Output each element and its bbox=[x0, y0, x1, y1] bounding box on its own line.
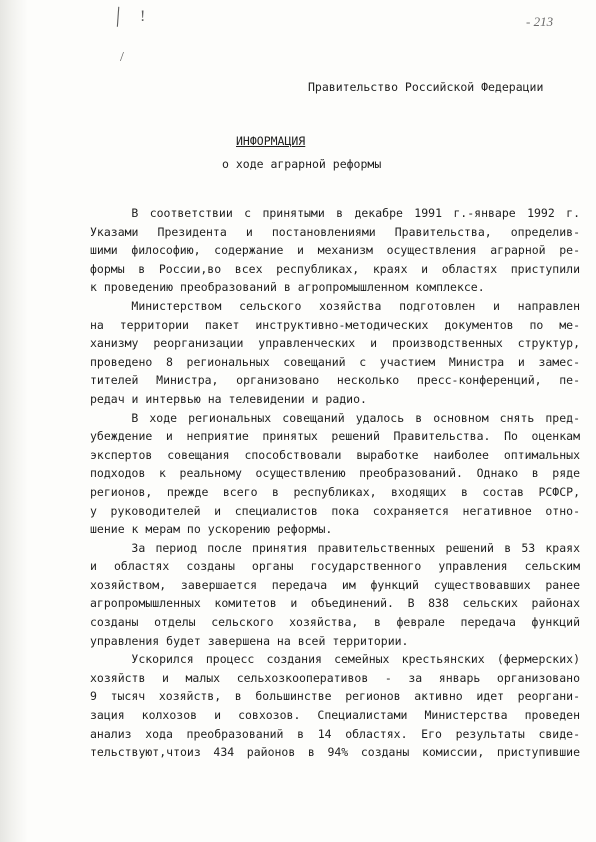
text-line: хозяйством, завершается передача им функций существовавших ранее bbox=[90, 577, 580, 592]
text-line: Министерством сельского хозяйства подготовлен и направлен bbox=[131, 298, 580, 313]
text-line: анализ хода преобразований в 14 областях. Его результаты свиде- bbox=[90, 726, 580, 741]
text-line: шение к мерам по ускорению реформы. bbox=[90, 522, 333, 537]
scan-edge-shadow bbox=[0, 0, 28, 842]
text-line: формы в России,во всех республиках, краях и областях приступили bbox=[90, 261, 580, 276]
text-line: проведено 8 региональных совещаний с участием Министра и замес- bbox=[90, 354, 580, 369]
text-line: Ускорился процесс создания семейных крестьянских (фермерских) bbox=[131, 652, 580, 667]
text-line: хозяйств и малых сельхозкооперативов - за январь организовано bbox=[90, 670, 580, 685]
text-line: За период после принятия правительственных решений в 53 краях bbox=[131, 540, 580, 555]
text-line: созданы отделы сельского хозяйства, в феврале передача функций bbox=[90, 615, 580, 630]
margin-mark: ! bbox=[140, 8, 146, 25]
text-line: убеждение и неприятие принятых решений Правительства. По оценкам bbox=[90, 429, 580, 444]
body-text bbox=[90, 204, 580, 762]
text-line: у руководителей и специалистов пока сохраняется негативное отно- bbox=[90, 503, 580, 518]
text-line: В ходе региональных совещаний удалось в основном снять пред- bbox=[131, 410, 580, 425]
text-line: редач и интервью на телевидении и радио. bbox=[90, 391, 367, 406]
text-line: шими философию, содержание и механизм осуществления аграрной ре- bbox=[90, 243, 580, 258]
text-line: ханизму реорганизации управленческих и производственных структур, bbox=[90, 336, 580, 351]
text-line: тителей Министра, организовано несколько пресс-конференций, пе- bbox=[90, 373, 580, 388]
text-line: агропромышленных комитетов и объединений. В 838 сельских районах bbox=[90, 596, 580, 611]
document-subtitle: о ходе аграрной реформы bbox=[222, 157, 382, 171]
text-line: 9 тысяч хозяйств, в большинстве регионов активно идет реоргани- bbox=[90, 689, 580, 704]
margin-mark: | bbox=[115, 1, 122, 28]
text-line: и областях созданы органы государственного управления сельским bbox=[90, 559, 580, 574]
text-line: управления будет завершена на всей территории. bbox=[90, 633, 409, 648]
text-line: В соответствии с принятыми в декабре 1991 г.-январе 1992 г. bbox=[131, 206, 580, 220]
text-line: зация колхозов и совхозов. Специалистами Министерства проведен bbox=[90, 708, 580, 723]
text-line: регионов, прежде всего в республиках, входящих в состав РСФСР, bbox=[90, 484, 580, 499]
document-title: ИНФОРМАЦИЯ bbox=[236, 134, 306, 148]
margin-mark: / bbox=[120, 50, 124, 65]
text-line: подходов к реальному осуществлению преобразований. Однако в ряде bbox=[90, 466, 580, 481]
text-line: на территории пакет инструктивно-методических документов по ме- bbox=[90, 317, 580, 332]
text-line: Указами Президента и постановлениями Правительства, определив- bbox=[90, 224, 580, 239]
text-line: экспертов совещания способствовали выработке наиболее оптимальных bbox=[90, 447, 580, 462]
text-line: к проведению преобразований в агропромышленном комплексе. bbox=[90, 280, 485, 295]
text-line: тельствуют,чтоиз 434 районов в 94% созданы комиссии, приступившие bbox=[90, 745, 580, 760]
addressee: Правительство Российской Федерации bbox=[308, 80, 544, 94]
page-number: - 213 bbox=[526, 14, 554, 29]
